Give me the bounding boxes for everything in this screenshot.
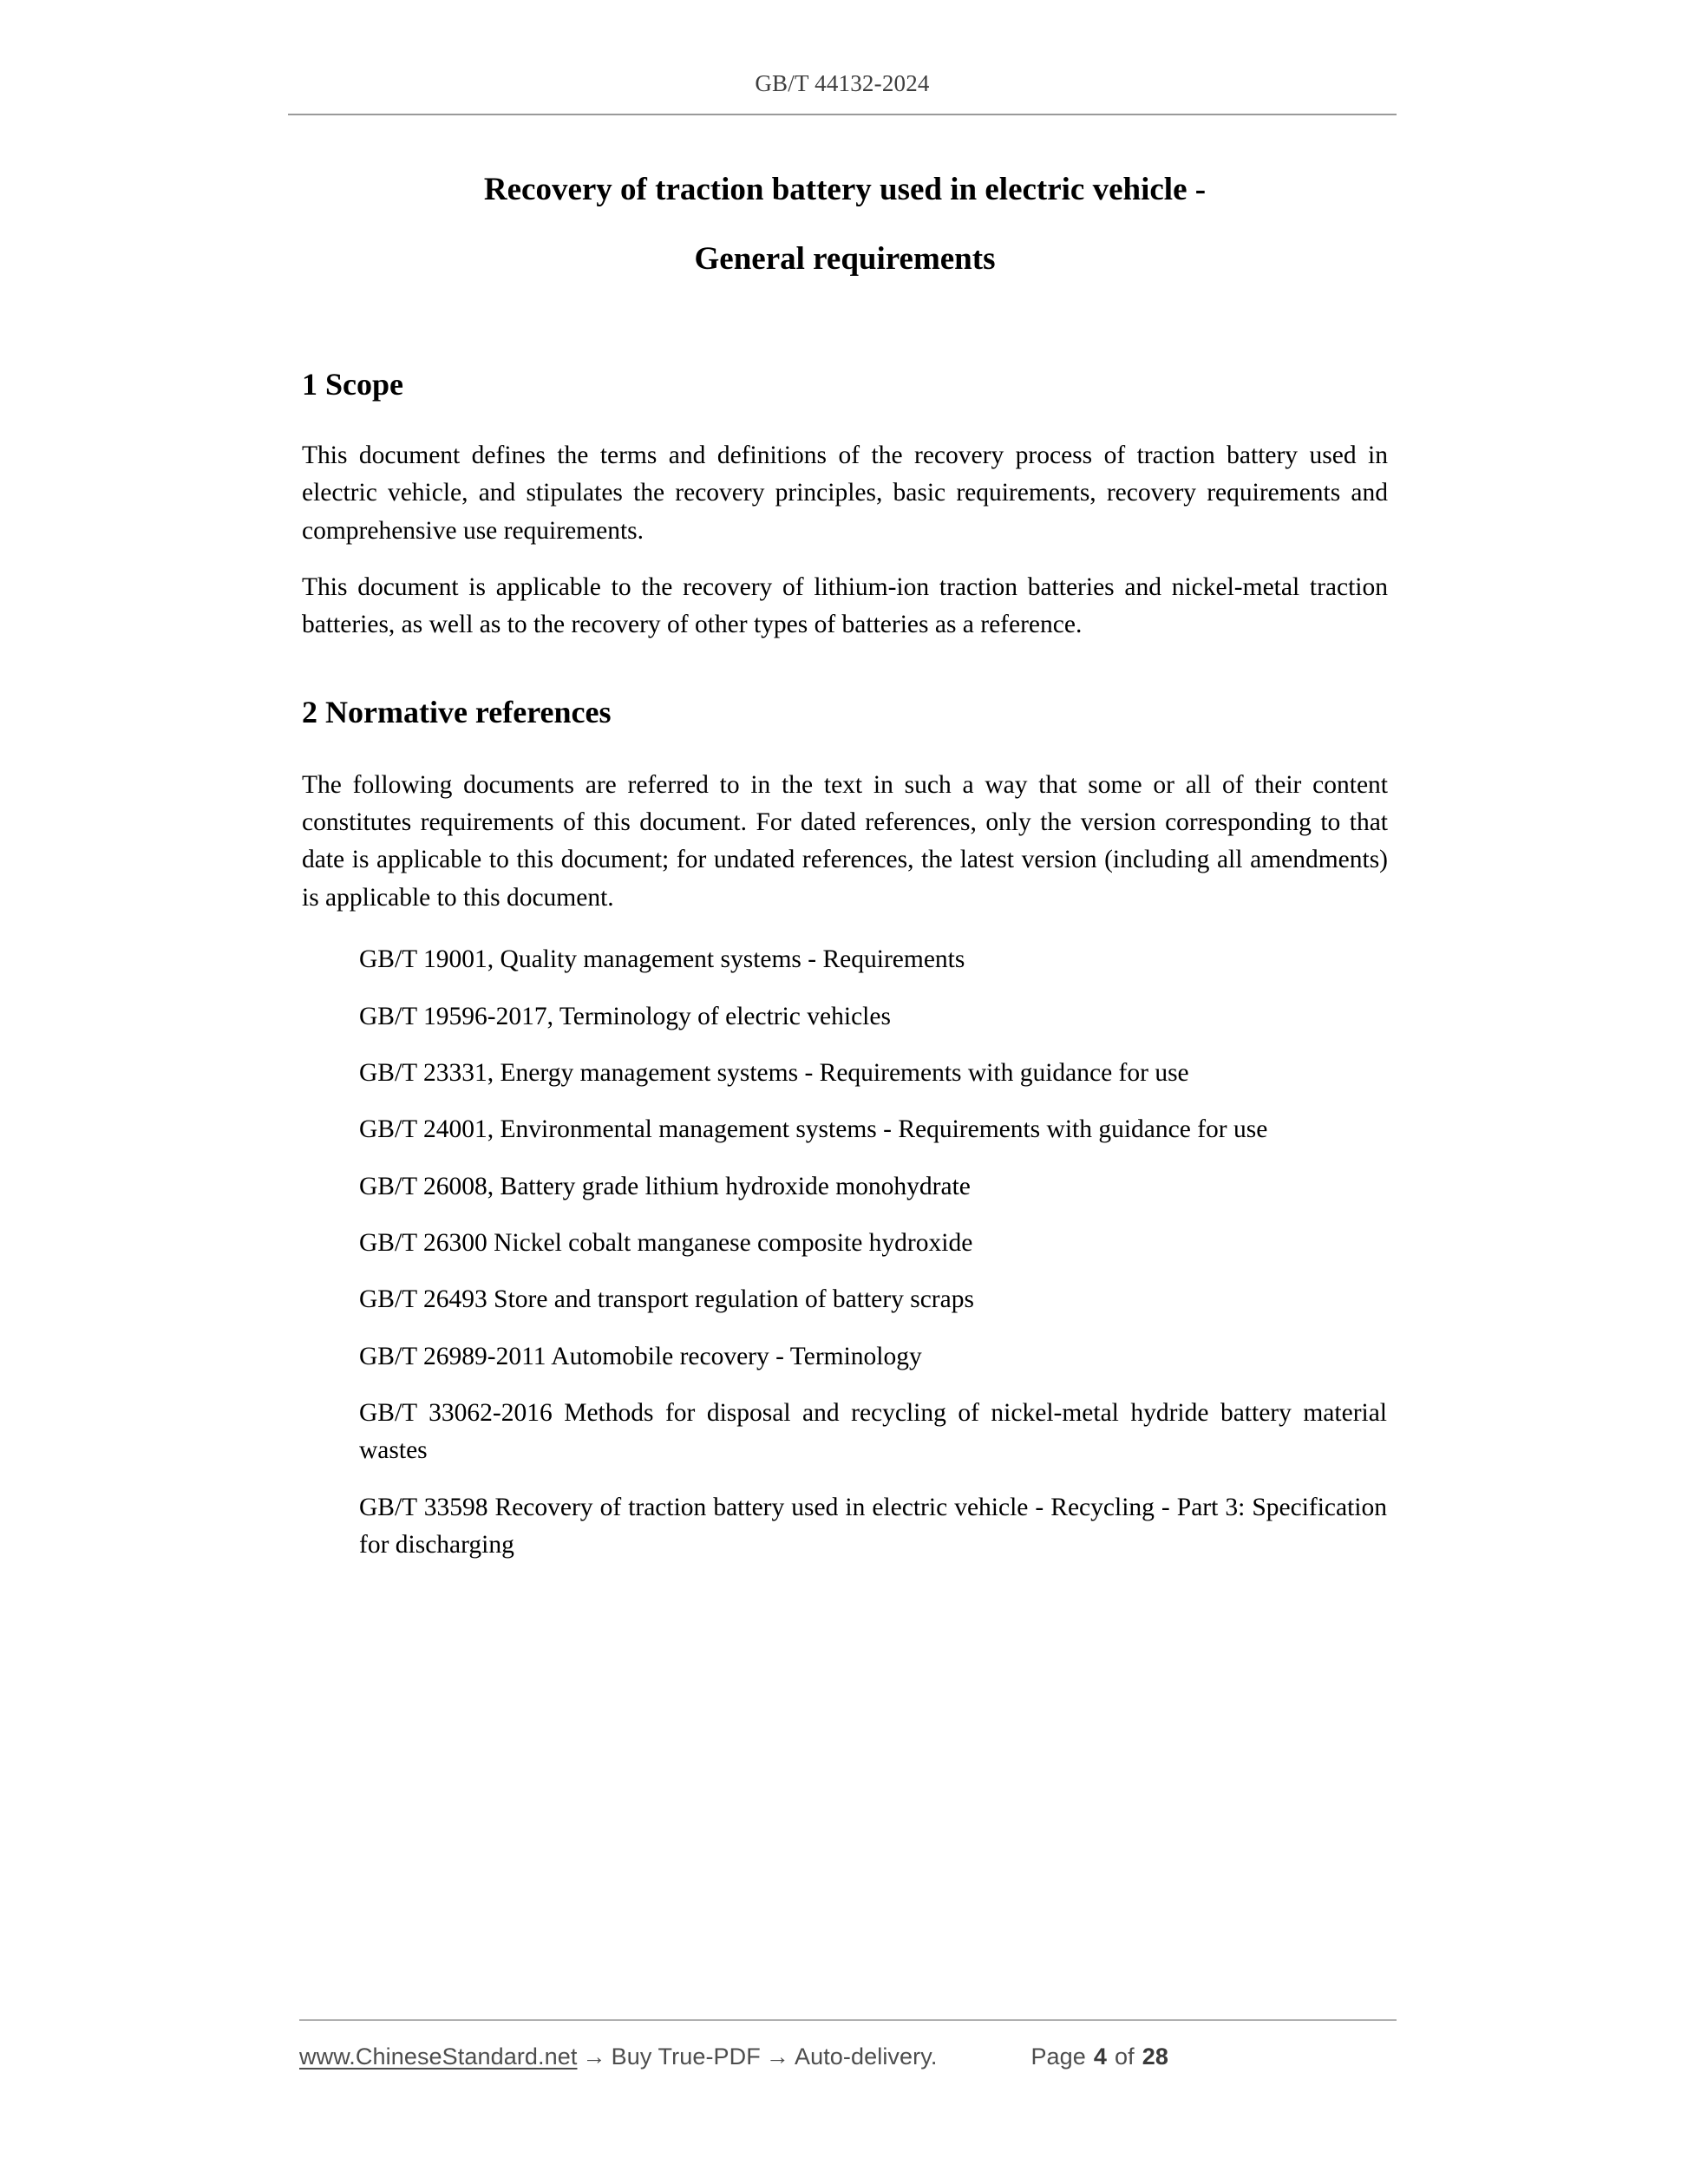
list-item: GB/T 26008, Battery grade lithium hydroxide monohydrate [359,1172,971,1200]
arrow-right-icon-2: → [765,2043,789,2070]
normative-reference-list [302,941,1388,1564]
section-heading-scope: 1 Scope [302,366,403,402]
list-item: GB/T 19001, Quality management systems - Requirements [359,945,965,974]
list-item: GB/T 19596-2017, Terminology of electric vehicles [359,1002,891,1030]
scope-paragraph-1: This document defines the terms and definitions of the recovery process of traction battery used in electric vehicle, and stipulates the recovery principles, basic requirements, recovery requirements and comprehensive use requirements. [302,441,1388,545]
arrow-right-icon: → [582,2043,606,2070]
list-item: GB/T 26989-2011 Automobile recovery - Terminology [359,1342,922,1370]
page-title-line-1: Recovery of traction battery used in electric vehicle - [483,172,1207,207]
footer-divider [299,2019,1397,2021]
list-item: GB/T 26493 Store and transport regulation of battery scraps [359,1285,974,1314]
footer-promo-auto-delivery: Auto-delivery. [794,2043,938,2070]
footer-page-total: 28 [1142,2043,1168,2070]
footer-promo [299,2043,937,2070]
page-footer [299,2019,1397,2070]
list-item: GB/T 24001, Environmental management systems - Requirements with guidance for use [359,1115,1268,1144]
document-content [302,165,1388,1564]
section-heading-normative-references: 2 Normative references [302,694,612,729]
footer-of-label: of [1115,2043,1135,2070]
footer-page-info [1030,2043,1168,2070]
footer-row [299,2043,1397,2070]
header-divider [288,114,1397,115]
footer-website-link[interactable]: www.ChineseStandard.net [299,2043,578,2070]
footer-page-number: 4 [1093,2043,1108,2070]
list-item: GB/T 33598 Recovery of traction battery used in electric vehicle - Recycling - Part 3: Specification for discharging [359,1493,1387,1560]
page-header [288,71,1397,115]
footer-promo-buy-true-pdf: Buy True-PDF [611,2043,761,2070]
list-item: GB/T 23331, Energy management systems - Requirements with guidance for use [359,1058,1189,1087]
scope-paragraph-2: This document is applicable to the recovery of lithium-ion traction batteries and nickel-metal traction batteries, as well as to the recovery of other types of batteries as a reference. [302,572,1388,639]
normative-references-intro: The following documents are referred to in the text in such a way that some or all of their content constitutes requirements of this document. For dated references, only the version corresponding to that date is applicable to this document; for undated references, the latest version (including all amendments) is applicable to this document. [302,770,1388,912]
list-item: GB/T 33062-2016 Methods for disposal and recycling of nickel-metal hydride battery material wastes [359,1399,1387,1465]
page-title-line-2: General requirements [694,241,996,278]
page-title [302,165,1388,285]
list-item: GB/T 26300 Nickel cobalt manganese composite hydroxide [359,1228,973,1257]
footer-page-label: Page [1030,2043,1086,2070]
header-standard-number: GB/T 44132-2024 [755,70,930,96]
